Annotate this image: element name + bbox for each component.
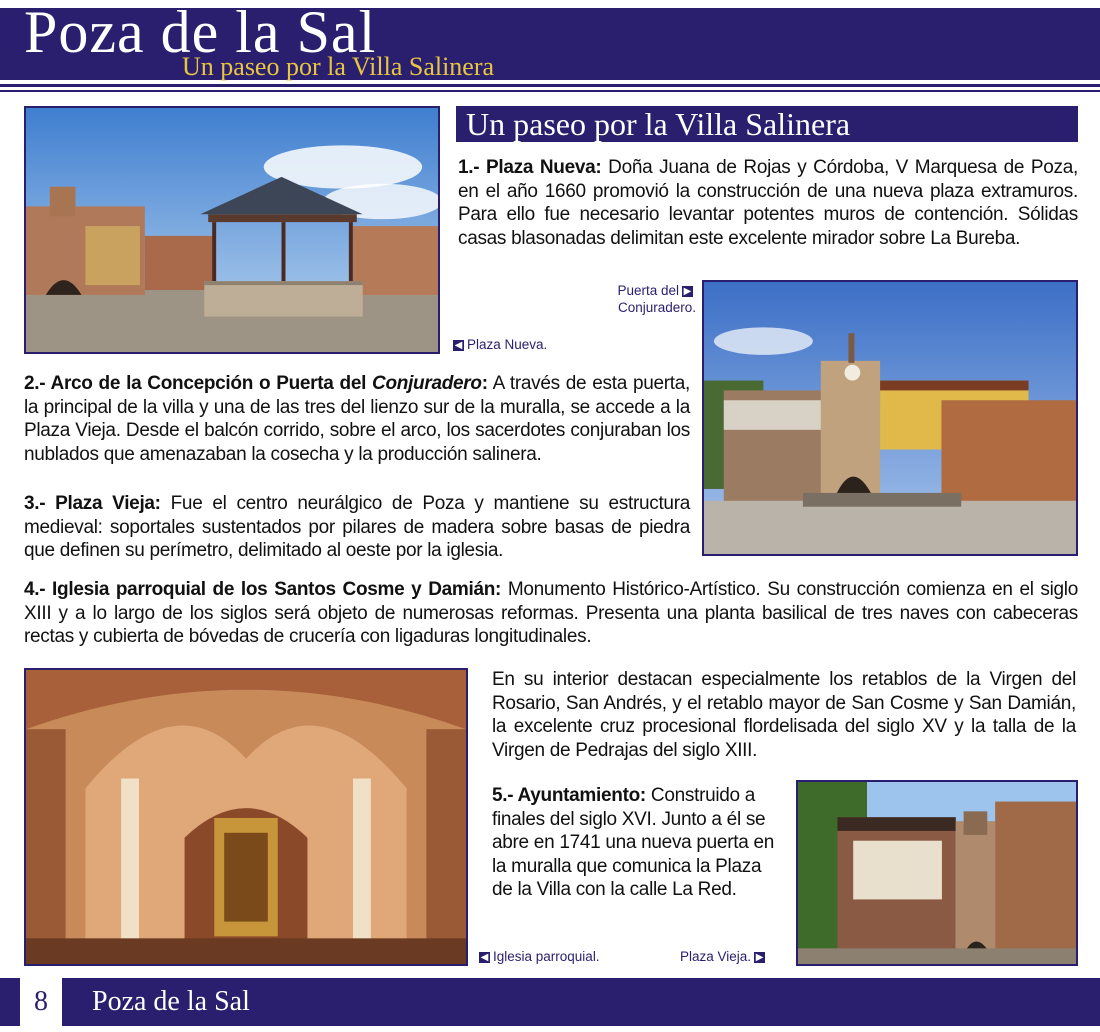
arrow-right-icon: ▶ [755,951,764,963]
paragraph-iglesia [24,578,1078,649]
page-footer [0,978,1100,1032]
caption-text: Puerta del [617,283,679,298]
page-header [0,0,1100,96]
caption-iglesia [476,948,600,965]
paragraph-heading: 4.- Iglesia parroquial de los Santos Cosme y Damián: [24,579,502,600]
caption-text: Plaza Nueva. [467,337,548,352]
caption-text: Plaza Vieja. [680,949,752,964]
arrow-right-icon: ▶ [683,285,692,297]
paragraph-plaza-vieja [24,492,690,563]
paragraph-heading: 2.- Arco de la Concepción o Puerta del [24,373,373,394]
paragraph-text: En su interior destacan especialmente los retablos de la Virgen del Rosario, San Andrés, y el retablo mayor de San Cosme y San Damián, la excelente cruz procesional flordelisada del siglo XV y la talla de la Virgen de Pedrajas del siglo XIII. [492,669,1076,761]
arrow-left-icon: ◀ [480,951,489,963]
caption-text: Conjuradero. [617,300,696,315]
paragraph-text: Fue el centro neurálgico de Poza y mantiene su estructura medieval: soportales sustentados por pilares de madera sobre basas de piedra que definen su perímetro, delimitado al oeste por la iglesia. [24,493,690,561]
page-number: 8 [34,986,48,1017]
header-rule [0,84,1100,87]
paragraph-text: A través de esta puerta, la principal de la villa y una de las tres del lienzo sur de la muralla, se accede a la Plaza Vieja. Desde el balcón corrido, sobre el arco, los sacerdotes conjuraban los nublados que amenazaban la cosecha y la producción salinera. [24,373,690,465]
caption-plaza-vieja [680,948,768,965]
photo-plaza-nueva [24,106,440,354]
caption-conjuradero [612,282,696,316]
header-rule [0,90,1100,92]
paragraph-heading-italic: Conjuradero [372,373,482,394]
paragraph-text: Doña Juana de Rojas y Córdoba, V Marquesa de Poza, en el año 1660 promovió la construcción de una nueva plaza extramuros. Para ello fue necesario levantar potentes muros de contención. Sólidas casas blasonadas delimitan este excelente mirador sobre La Bureba. [458,157,1078,249]
caption-text: Iglesia parroquial. [493,949,600,964]
photo-iglesia [24,668,468,966]
header-subtitle: Un paseo por la Villa Salinera [182,52,495,81]
paragraph-heading-end: : [481,373,488,394]
paragraph-interior [492,668,1076,762]
arrow-left-icon: ◀ [454,339,463,351]
header-title: Poza de la Sal [24,0,377,65]
paragraph-ayuntamiento [492,784,780,902]
paragraph-text: Construido a finales del siglo XVI. Junto a él se abre en 1741 una nueva puerta en la muralla que comunica la Plaza de la Villa con la calle La Red. [492,785,774,900]
paragraph-heading: 5.- Ayuntamiento: [492,785,646,806]
paragraph-text: Monumento Histórico-Artístico. Su construcción comienza en el siglo XIII y a lo largo de los siglos será objeto de numerosas reformas. Presenta una planta basilical de tres naves con cabeceras rectas y cubierta de bóvedas de crucería con ligaduras longitudinales. [24,579,1078,647]
caption-plaza-nueva [450,336,547,353]
footer-title: Poza de la Sal [92,986,250,1017]
paragraph-conjuradero [24,372,690,466]
section-title: Un paseo por la Villa Salinera [456,106,1078,142]
paragraph-heading: 3.- Plaza Vieja: [24,493,161,514]
paragraph-heading: 1.- Plaza Nueva: [458,157,602,178]
photo-conjuradero [702,280,1078,556]
paragraph-plaza-nueva [458,156,1078,250]
photo-plaza-vieja [796,780,1078,966]
